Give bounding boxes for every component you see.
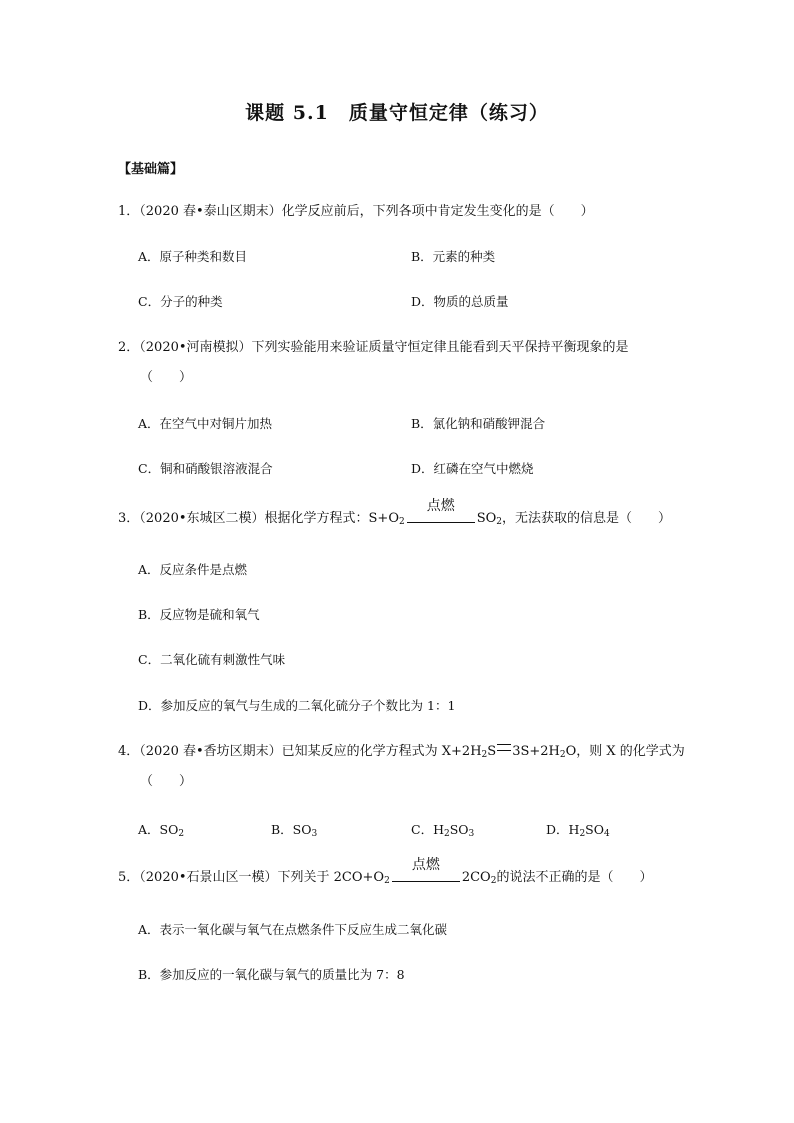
question-1-option-b: B．元素的种类 [411,249,496,264]
question-3-option-a: A．反应条件是点燃 [138,562,248,577]
question-4-option-b: B．$SO_3$ [271,822,318,839]
question-4-option-a: A．$SO_2$ [138,822,185,839]
question-2-option-b: B．氯化钠和硝酸钾混合 [411,416,546,431]
question-5-option-b: B．参加反应的一氧化碳与氧气的质量比为 7：8 [138,967,405,982]
question-1-stem: 1．（2020 春•泰山区期末）化学反应前后，下列各项中肯定发生变化的是（ ） [118,204,594,219]
question-1-option-d: D．物质的总质量 [411,294,509,309]
question-5-stem: 5．（2020•石景山区一模）下列关于 $2CO+O_2$ 点燃 $2CO_2$的说法不正确的是（ ） [118,857,653,886]
section-heading: 【基础篇】 [118,162,184,177]
equals-sign [497,744,511,751]
question-2-option-d: D．红磷在空气中燃烧 [411,461,534,476]
reaction-arrow [390,857,462,888]
question-2-stem-continued: （ ） [140,370,193,385]
reaction-arrow [405,498,477,529]
question-3-option-b: B．反应物是硫和氧气 [138,607,260,622]
question-3-option-c: C．二氧化硫有刺激性气味 [138,652,286,667]
question-2-option-c: C．铜和硝酸银溶液混合 [138,461,273,476]
question-1-option-c: C．分子的种类 [138,294,223,309]
question-3-stem: 3．（2020•东城区二模）根据化学方程式：$S+O_2$ 点燃 $SO_2$，无法获取的信息是（ ） [118,498,672,527]
question-4-stem-continued: （ ） [140,774,193,789]
page-title: 课题 5.1 质量守恒定律（练习） [245,102,549,124]
question-4-stem: 4．（2020 春•香坊区期末）已知某反应的化学方程式为 $X+2H_2S$ $3S+2H_2O$，则 X 的化学式为 [118,744,685,760]
question-2-stem: 2．（2020•河南模拟）下列实验能用来验证质量守恒定律且能看到天平保持平衡现象的是 [118,340,629,355]
question-5-option-a: A．表示一氧化碳与氧气在点燃条件下反应生成二氧化碳 [138,922,448,937]
question-2-option-a: A．在空气中对铜片加热 [138,416,273,431]
reaction-condition: 点燃 [411,857,440,873]
question-4-option-c: C．$H_2SO_3$ [411,822,475,839]
question-1-option-a: A．原子种类和数目 [138,249,248,264]
reaction-condition: 点燃 [426,498,455,514]
question-3-option-d: D．参加反应的氧气与生成的二氧化硫分子个数比为 1：1 [138,698,456,713]
question-4-option-d: D．$H_2SO_4$ [546,822,610,839]
